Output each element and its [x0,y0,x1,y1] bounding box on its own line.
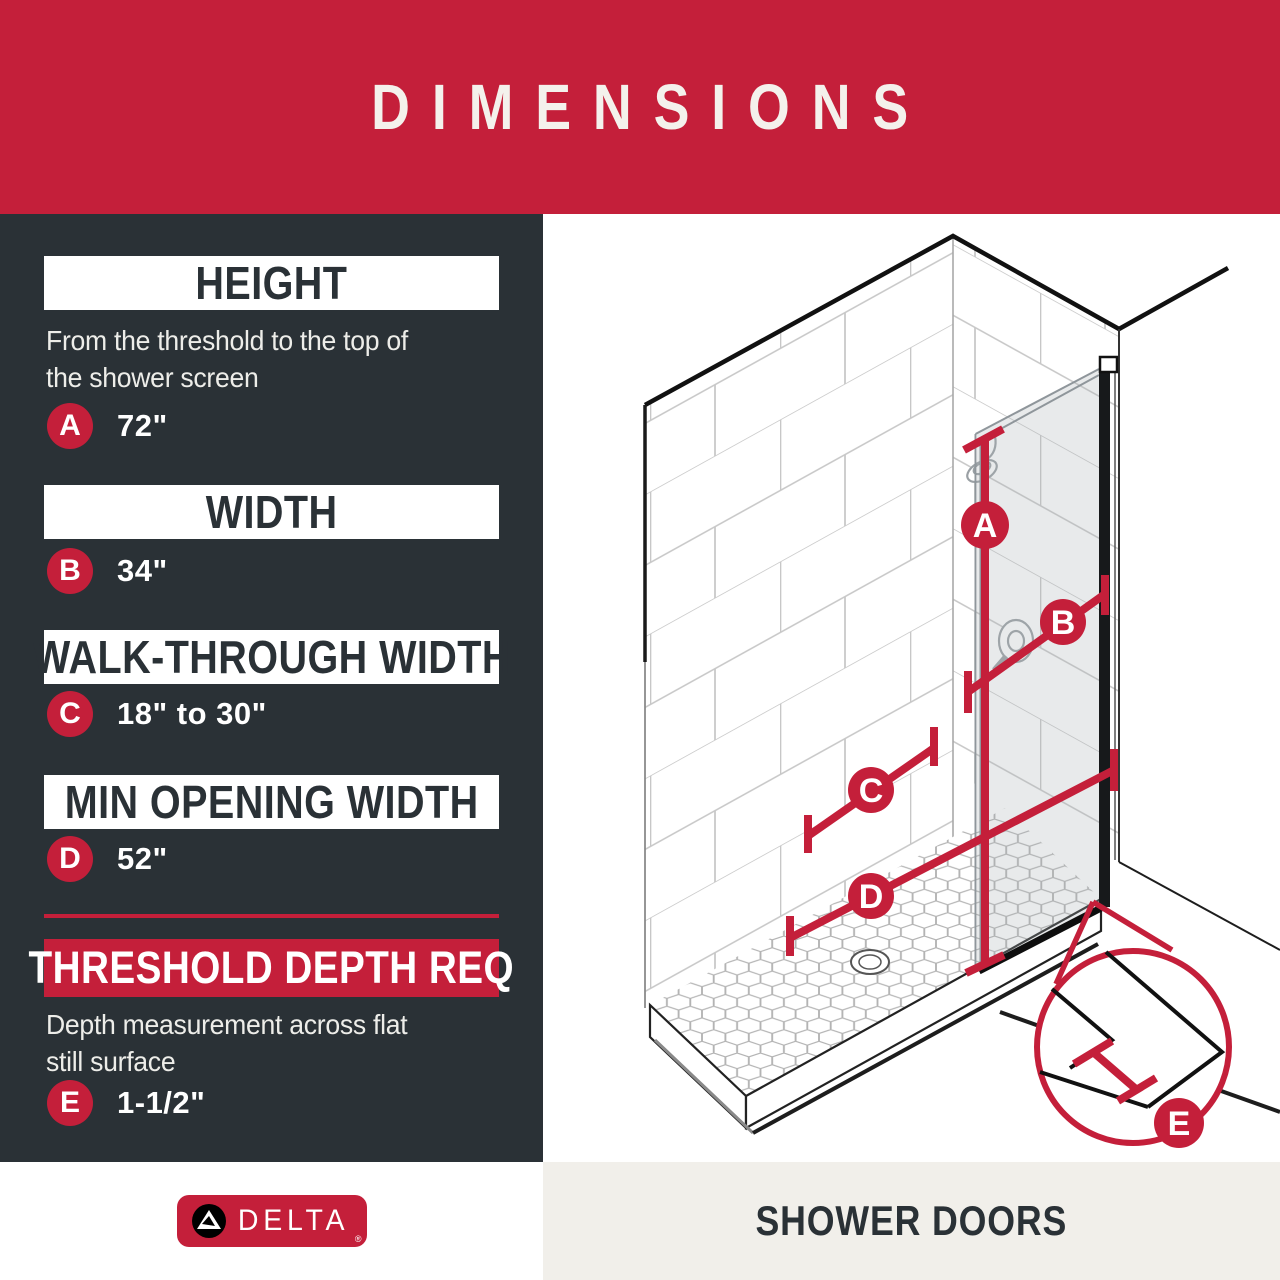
frame-top-bracket [1100,357,1117,372]
delta-logo [177,1195,367,1247]
section-title-walkthrough: WALK-THROUGH WIDTH [32,631,511,683]
illustration-panel [543,214,1280,1162]
section-title-min-opening: MIN OPENING WIDTH [44,775,499,829]
spec-panel [0,214,543,1162]
svg-text:E: E [1167,1105,1191,1143]
shower-diagram [543,214,1280,1162]
header-banner [0,0,1280,214]
value-e: 1-1/2" [117,1085,206,1120]
delta-logo-text: DELTA [237,1204,350,1237]
footer-category-area [543,1162,1280,1280]
spec-row-height [47,403,168,449]
spec-row-width [47,548,168,594]
svg-text:D: D [858,878,884,916]
svg-text:C: C [858,772,884,810]
section-desc-threshold: Depth measurement across flat still surface [46,1009,408,1077]
value-a: 72" [117,408,168,443]
footer-brand-area [0,1162,543,1280]
floor-line-right-thin [1119,862,1280,950]
svg-text:A: A [972,507,998,545]
page-title: DIMENSIONS [371,71,931,143]
spec-row-threshold [47,1080,205,1126]
badge-c: C [47,691,93,737]
badge-d: D [47,836,93,882]
badge-a: A [47,403,93,449]
spec-row-min-opening [47,836,168,882]
delta-logo-icon [191,1203,227,1239]
registered-mark: ® [354,1234,362,1244]
value-c: 18" to 30" [117,696,267,731]
badge-e: E [47,1080,93,1126]
door-frame [1099,363,1110,907]
section-title-threshold: THRESHOLD DEPTH REQ [44,939,499,997]
spec-row-walkthrough [47,691,267,737]
drain [851,950,889,974]
section-desc-height: From the threshold to the top of the shower screen [46,325,409,393]
value-d: 52" [117,841,168,876]
category-label: SHOWER DOORS [755,1197,1068,1244]
section-title-width: WIDTH [44,485,499,539]
svg-text:B: B [1050,604,1076,642]
section-title-height: HEIGHT [44,256,499,310]
value-b: 34" [117,553,168,588]
badge-b: B [47,548,93,594]
red-divider [44,914,499,918]
